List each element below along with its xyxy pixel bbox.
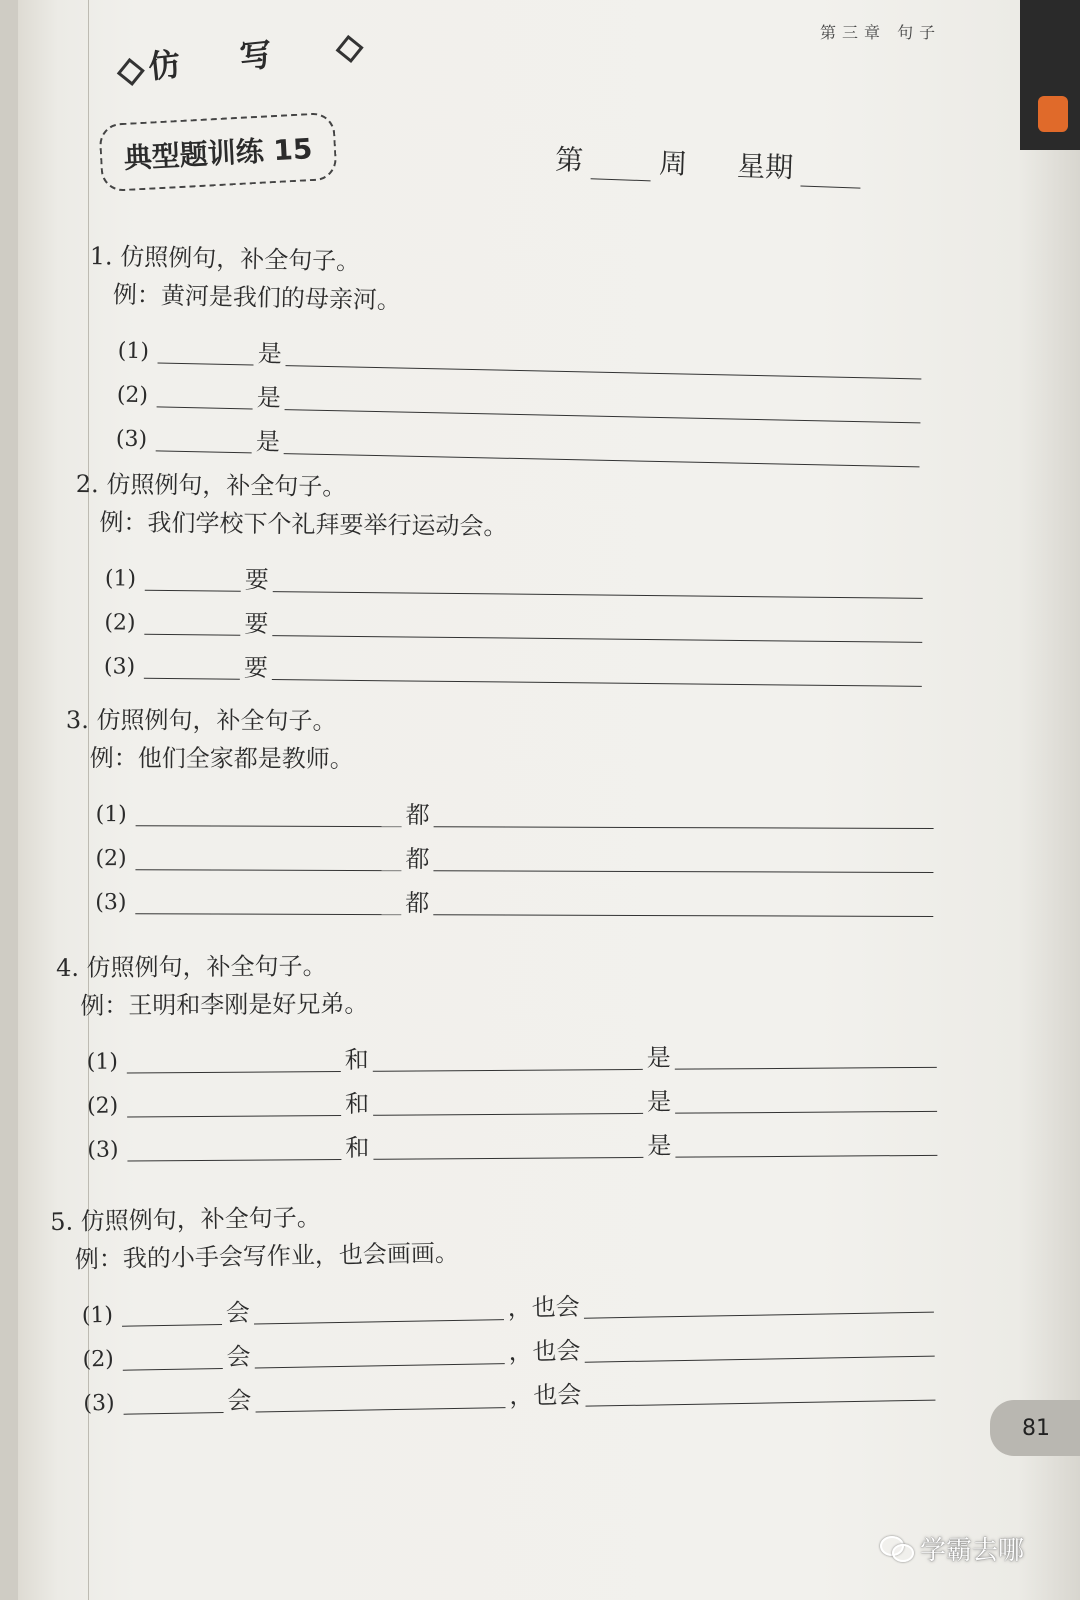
question-example: 例：黄河是我们的母亲河。 xyxy=(112,280,402,315)
row-number: (3) xyxy=(83,1390,115,1417)
question-4 xyxy=(56,950,937,1162)
keyword: 和 xyxy=(345,1133,370,1162)
answer-blank[interactable] xyxy=(254,1339,504,1368)
chat-bubbles-icon xyxy=(880,1536,914,1562)
exercise-badge: 典型题训练 15 xyxy=(98,112,337,192)
keyword: 都 xyxy=(405,889,430,918)
question-title: 3. 仿照例句，补全句子。 xyxy=(65,706,337,735)
answer-blank[interactable] xyxy=(373,1045,643,1072)
answer-blank[interactable] xyxy=(157,382,254,409)
answer-blank[interactable] xyxy=(255,1383,505,1412)
answer-blank[interactable] xyxy=(127,1047,341,1073)
question-title: 2. 仿照例句，补全句子。 xyxy=(75,470,347,501)
row-number: (1) xyxy=(86,1049,119,1075)
answer-blank[interactable] xyxy=(675,1043,937,1070)
answer-row xyxy=(74,590,922,643)
chapter-header: 第三章 句子 xyxy=(820,23,942,42)
orange-object xyxy=(1038,96,1068,132)
answer-blank[interactable] xyxy=(373,1133,643,1160)
answer-blank[interactable] xyxy=(254,1295,504,1324)
answer-blank[interactable] xyxy=(373,1089,643,1116)
row-number: (3) xyxy=(103,654,136,680)
answer-blank[interactable] xyxy=(433,846,933,873)
answer-row xyxy=(65,826,933,873)
row-number: (2) xyxy=(95,846,127,872)
question-5 xyxy=(50,1195,935,1416)
question-2 xyxy=(74,472,924,687)
answer-blank[interactable] xyxy=(675,1131,937,1158)
keyword: 是 xyxy=(255,427,281,457)
keyword: ，也会 xyxy=(508,1336,581,1367)
keyword: 是 xyxy=(256,383,282,413)
diamond-icon xyxy=(336,34,364,62)
answer-row xyxy=(66,782,934,829)
question-example: 例：他们全家都是教师。 xyxy=(89,744,354,774)
keyword: 和 xyxy=(344,1045,369,1074)
answer-blank[interactable] xyxy=(434,802,934,829)
week-prefix: 第 xyxy=(554,142,584,177)
answer-blank[interactable] xyxy=(127,1091,341,1117)
watermark xyxy=(880,1530,1024,1567)
row-number: (2) xyxy=(104,610,136,636)
question-example: 例：我们学校下个礼拜要举行运动会。 xyxy=(99,508,508,541)
row-number: (1) xyxy=(95,802,127,828)
weekday-label: 星期 xyxy=(736,149,794,185)
keyword: 会 xyxy=(226,1342,251,1371)
keyword: ，也会 xyxy=(507,1292,581,1323)
row-number: (3) xyxy=(115,426,148,453)
week-suffix: 周 xyxy=(658,146,688,181)
answer-blank[interactable] xyxy=(145,566,241,592)
keyword: 要 xyxy=(243,653,269,683)
answer-blank[interactable] xyxy=(123,1388,223,1415)
keyword: 和 xyxy=(344,1089,370,1118)
keyword: 是 xyxy=(647,1131,672,1160)
question-example: 例：我的小手会写作业，也会画画。 xyxy=(74,1238,460,1274)
answer-blank[interactable] xyxy=(144,610,240,636)
question-3 xyxy=(65,708,934,917)
answer-blank[interactable] xyxy=(433,890,933,917)
answer-row xyxy=(65,870,933,917)
answer-row xyxy=(57,1024,937,1074)
row-number: (2) xyxy=(86,1093,119,1119)
diamond-icon xyxy=(117,57,145,85)
row-number: (1) xyxy=(81,1302,114,1329)
keyword: 要 xyxy=(244,565,270,595)
keyword: 是 xyxy=(646,1043,671,1072)
answer-blank[interactable] xyxy=(144,654,240,680)
keyword: 会 xyxy=(227,1386,252,1415)
row-number: (3) xyxy=(87,1137,119,1163)
answer-row xyxy=(57,1112,937,1162)
answer-blank[interactable] xyxy=(122,1344,222,1371)
answer-row xyxy=(75,546,923,599)
watermark-text: 学霸去哪 xyxy=(920,1536,1025,1566)
keyword: 会 xyxy=(225,1298,251,1327)
question-1 xyxy=(86,244,924,467)
row-number: (3) xyxy=(95,890,127,916)
answer-blank[interactable] xyxy=(156,426,253,453)
answer-row xyxy=(57,1068,937,1118)
answer-blank[interactable] xyxy=(135,845,401,871)
keyword: 要 xyxy=(244,609,269,639)
answer-blank[interactable] xyxy=(136,801,402,827)
row-number: (2) xyxy=(116,382,149,409)
row-number: (2) xyxy=(82,1346,115,1373)
question-title: 5. 仿照例句，补全句子。 xyxy=(49,1203,321,1236)
keyword: ，也会 xyxy=(509,1380,582,1411)
answer-blank[interactable] xyxy=(158,338,255,365)
section-title-right: 写 xyxy=(237,28,334,77)
keyword: 都 xyxy=(405,845,430,874)
row-number: (1) xyxy=(104,566,137,592)
keyword: 都 xyxy=(405,801,430,830)
question-title: 1. 仿照例句，补全句子。 xyxy=(89,242,361,276)
row-number: (1) xyxy=(117,338,150,365)
question-example: 例：王明和李刚是好兄弟。 xyxy=(80,989,369,1020)
answer-row xyxy=(74,634,922,687)
answer-blank[interactable] xyxy=(122,1300,222,1327)
answer-blank[interactable] xyxy=(135,889,401,915)
keyword: 是 xyxy=(257,339,283,369)
page-number: 81 xyxy=(990,1400,1080,1456)
answer-blank[interactable] xyxy=(675,1087,937,1114)
keyword: 是 xyxy=(646,1087,672,1116)
background-object xyxy=(1020,0,1080,150)
section-title-left: 仿 xyxy=(146,38,242,86)
answer-blank[interactable] xyxy=(127,1135,341,1161)
question-title: 4. 仿照例句，补全句子。 xyxy=(55,952,327,982)
